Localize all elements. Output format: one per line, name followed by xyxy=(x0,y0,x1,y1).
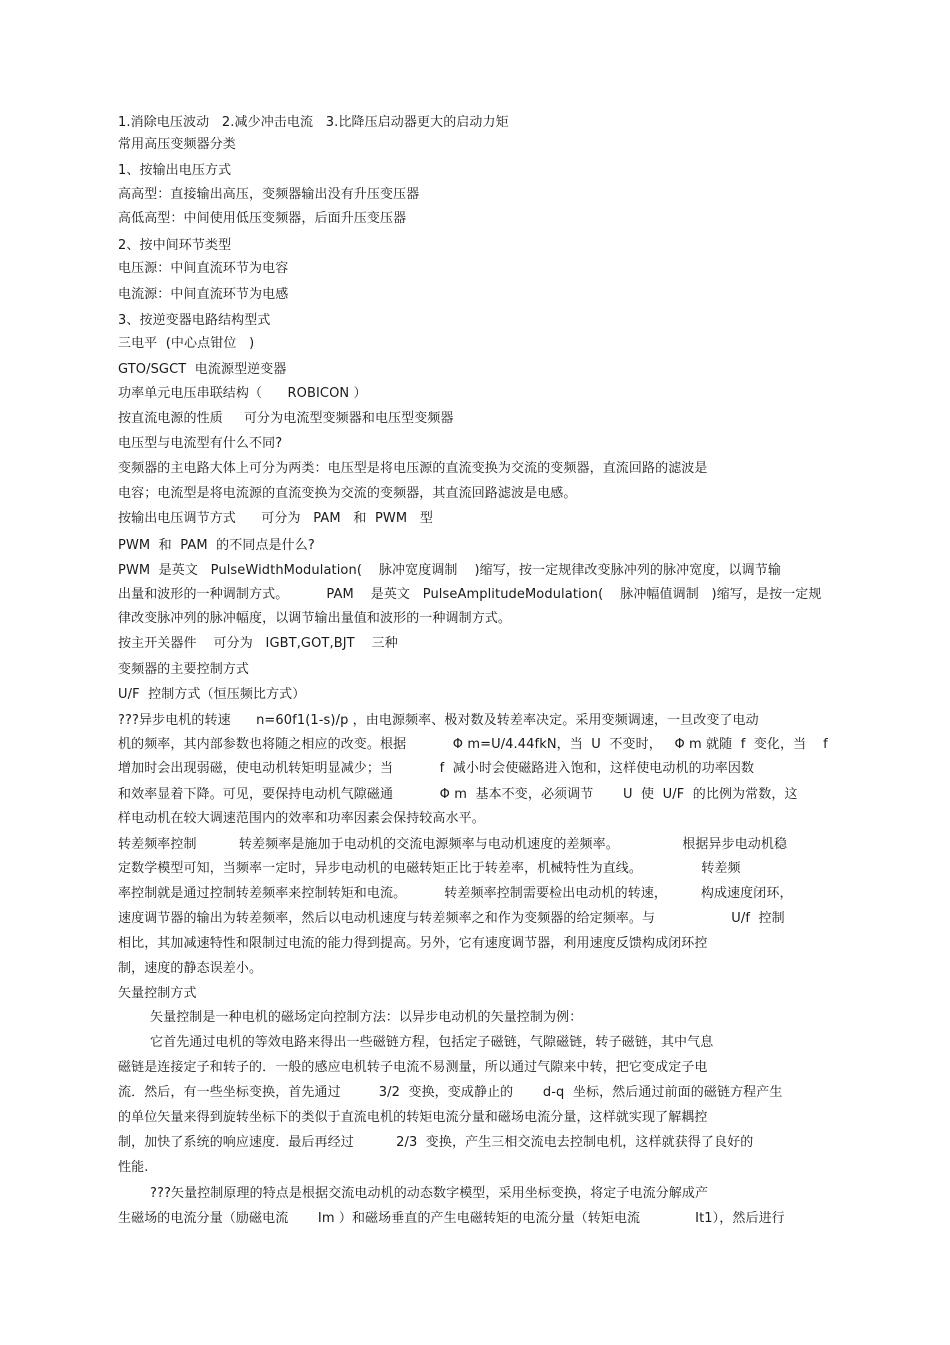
question-voltage-vs-current: 电压型与电流型有什么不同? xyxy=(118,436,283,451)
question-pwm-vs-pam: PWM 和 PAM 的不同点是什么? xyxy=(118,538,315,553)
text-line: 的单位矢量来得到旋转坐标下的类似于直流电机的转矩电流分量和磁场电流分量，这样就实现了解耦控 xyxy=(118,1110,708,1125)
text-line: 出量和波形的一种调制方式。 PAM 是英文 PulseAmplitudeModulation( 脉冲幅值调制 )缩写，是按一定规 xyxy=(118,587,822,602)
text-line: 定数学模型可知，当频率一定时，异步电动机的电磁转矩正比于转差率，机械特性为直线。 转差频 xyxy=(118,861,741,876)
heading-hv-vfd-classification: 常用高压变频器分类 xyxy=(118,137,236,152)
text-line-slip-frequency: 转差频率控制 转差频率是施加于电动机的交流电源频率与电动机速度的差频率。 根据异步电动机稳 xyxy=(118,837,788,852)
text-line: 电容；电流型是将电流源的直流变换为交流的变频器，其直流回路滤波是电感。 xyxy=(118,486,577,501)
text-line: 机的频率，其内部参数也将随之相应的改变。根据 Φ m=U/4.44fkN，当 U 不变时， Φ m 就随 f 变化，当 f xyxy=(118,737,828,752)
heading-by-intermediate-link: 2、按中间环节类型 xyxy=(118,238,232,253)
text-line: 变频器的主电路大体上可分为两类：电压型是将电压源的直流变换为交流的变频器，直流回路的滤波是 xyxy=(118,461,708,476)
text-line: 流．然后，有一些坐标变换，首先通过 3/2 变换，变成静止的 d-q 坐标，然后通过前面的磁链方程产生 xyxy=(118,1085,783,1100)
text-line: 按主开关器件 可分为 IGBT,GOT,BJT 三种 xyxy=(118,636,398,651)
text-line: 相比，其加减速特性和限制过电流的能力得到提高。另外，它有速度调节器，利用速度反馈构成闭环控 xyxy=(118,936,708,951)
text-line: 三电平 (中心点钳位 ) xyxy=(118,336,255,351)
heading-vector-control: 矢量控制方式 xyxy=(118,986,197,1001)
heading-by-output-voltage: 1、按输出电压方式 xyxy=(118,163,232,178)
text-line: 矢量控制是一种电机的磁场定向控制方法：以异步电动机的矢量控制为例： xyxy=(150,1010,583,1025)
text-line: PWM 是英文 PulseWidthModulation( 脉冲宽度调制 )缩写，按一定规律改变脉冲列的脉冲宽度，以调节输 xyxy=(118,563,781,578)
text-line: 高低高型：中间使用低压变频器，后面升压变压器 xyxy=(118,211,407,226)
text-line: 和效率显着下降。可见，要保持电动机气隙磁通 Φ m 基本不变，必须调节 U 使 U/F 的比例为常数，这 xyxy=(118,787,798,802)
text-line: 功率单元电压串联结构（ ROBICON ） xyxy=(118,386,367,401)
heading-main-control-modes: 变频器的主要控制方式 xyxy=(118,662,250,677)
text-line: GTO/SGCT 电流源型逆变器 xyxy=(118,362,287,377)
text-line: 高高型：直接输出高压，变频器输出没有升压变压器 xyxy=(118,187,420,202)
text-line: 电压源：中间直流环节为电容 xyxy=(118,261,289,276)
text-line: 样电动机在较大调速范围内的效率和功率因素会保持较高水平。 xyxy=(118,811,485,826)
text-line: 制，加快了系统的响应速度．最后再经过 2/3 变换，产生三相交流电去控制电机，这样就获得了良好的 xyxy=(118,1135,754,1150)
text-line: 它首先通过电机的等效电路来得出一些磁链方程，包括定子磁链，气隙磁链，转子磁链，其中气息 xyxy=(150,1035,714,1050)
text-line: 电流源：中间直流环节为电感 xyxy=(118,287,289,302)
text-line: 按输出电压调节方式 可分为 PAM 和 PWM 型 xyxy=(118,511,433,526)
text-line: 性能. xyxy=(118,1160,149,1175)
text-line: 率控制就是通过控制转差频率来控制转矩和电流。 转差频率控制需要检出电动机的转速， 构成速度闭环， xyxy=(118,886,793,901)
text-line: 生磁场的电流分量（励磁电流 Im ）和磁场垂直的产生电磁转矩的电流分量（转矩电流 It1），然后进行 xyxy=(118,1211,785,1226)
text-line: 律改变脉冲列的脉冲幅度，以调节输出量值和波形的一种调制方式。 xyxy=(118,611,512,626)
text-line: 磁链是连接定子和转子的．一般的感应电机转子电流不易测量，所以通过气隙来中转，把它变成定子电 xyxy=(118,1060,708,1075)
text-line: ???异步电机的转速 n=60f1(1-s)/p ，由电源频率、极对数及转差率决定。采用变频调速，一旦改变了电动 xyxy=(118,713,759,728)
text-line: 按直流电源的性质 可分为电流型变频器和电压型变频器 xyxy=(118,411,454,426)
text-line: 制，速度的静态误差小。 xyxy=(118,961,263,976)
text-line: ???矢量控制原理的特点是根据交流电动机的动态数字模型，采用坐标变换，将定子电流分解成产 xyxy=(150,1186,709,1201)
text-line-intro: 1.消除电压波动 2.减少冲击电流 3.比降压启动器更大的启动力矩 xyxy=(118,115,509,130)
text-line: 增加时会出现弱磁，使电动机转矩明显减少；当 f 减小时会使磁路进入饱和，这样使电动机的功率因数 xyxy=(118,761,755,776)
heading-uf-control: U/F 控制方式（恒压频比方式） xyxy=(118,687,306,702)
text-line: 速度调节器的输出为转差频率，然后以电动机速度与转差频率之和作为变频器的给定频率。与 U/f 控制 xyxy=(118,911,785,926)
heading-by-inverter-structure: 3、按逆变器电路结构型式 xyxy=(118,313,271,328)
